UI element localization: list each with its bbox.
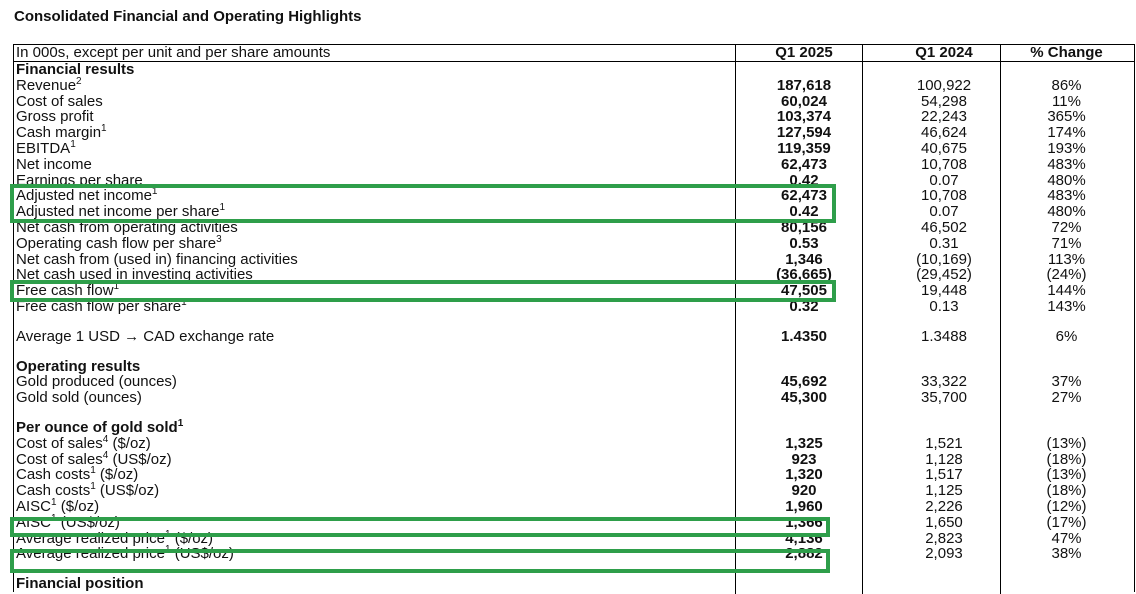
table-row: Cost of sales$^4$ ($/oz) 1,325 1,521 (13%)	[16, 433, 1087, 452]
section-heading: Operating results	[16, 357, 141, 375]
page-title: Consolidated Financial and Operating Highlights	[14, 8, 362, 25]
table-row: Net cash from (used in) financing activities 1,346 (10,169) 113%	[16, 250, 1086, 268]
section-heading: Financial position	[16, 575, 144, 593]
section-heading: Financial results	[16, 61, 135, 78]
table-row: Earnings per share 0.42 0.07 480%	[16, 171, 1086, 189]
table-row: Cash costs$^1$ ($/oz) 1,320 1,517 (13%)	[16, 465, 1087, 484]
header-pct-change: % Change	[1030, 44, 1103, 61]
section-heading: Per ounce of gold sold$^1$	[16, 417, 184, 436]
table-row: Adjusted net income$^1$ 62,473 10,708 483%	[16, 186, 1086, 205]
table-row: EBITDA$^1$ 119,359 40,675 193%	[16, 138, 1086, 157]
highlights-table	[13, 44, 1135, 592]
table-row: Cost of sales 60,024 54,298 11%	[16, 92, 1081, 110]
table-row: Gold sold (ounces) 45,300 35,700 27%	[16, 389, 1082, 407]
table-row: Cash costs$^1$ (US$/oz) 920 1,125 (18%)	[16, 481, 1087, 500]
table-row: Gold produced (ounces) 45,692 33,322 37%	[16, 373, 1082, 391]
table-row: Adjusted net income per share$^1$ 0.42 0.07 480%	[16, 202, 1086, 221]
table-row: AISC$^1$ (US$/oz) 1,366 1,650 (17%)	[16, 512, 1087, 531]
table-row: AISC$^1$ ($/oz) 1,960 2,226 (12%)	[16, 496, 1087, 515]
header-label: In 000s, except per unit and per share amounts	[16, 44, 331, 61]
table-row: Gross profit 103,374 22,243 365%	[16, 108, 1086, 126]
table-row: Operating cash flow per share$^3$ 0.53 0.31 71%	[16, 233, 1082, 252]
table-row: Net cash used in investing activities (36,665) (29,452) (24%)	[16, 266, 1087, 284]
table-row: Average realized price$^1$ ($/oz) 4,136 2,823 47%	[16, 528, 1082, 547]
table-row: Free cash flow per share$^1$ 0.32 0.13 143%	[16, 296, 1086, 315]
header-q1-2024: Q1 2024	[915, 44, 973, 61]
table-row: Cost of sales$^4$ (US$/oz) 923 1,128 (18%)	[16, 449, 1087, 468]
table-row: Average realized price$^1$ (US$/oz) 2,882 2,093 38%	[16, 544, 1082, 563]
table-row: Average 1 USD → CAD exchange rate 1.4350 1.3488 6%	[16, 327, 1078, 345]
table-header	[14, 45, 1134, 62]
header-q1-2025: Q1 2025	[775, 44, 833, 61]
table-row: Net income 62,473 10,708 483%	[16, 155, 1086, 173]
table-row: Cash margin$^1$ 127,594 46,624 174%	[16, 123, 1086, 142]
table-row: Revenue$^2$ 187,618 100,922 86%	[16, 75, 1082, 94]
table-row: Free cash flow$^1$ 47,505 19,448 144%	[16, 281, 1086, 300]
table-row: Net cash from operating activities 80,156 46,502 72%	[16, 218, 1082, 236]
